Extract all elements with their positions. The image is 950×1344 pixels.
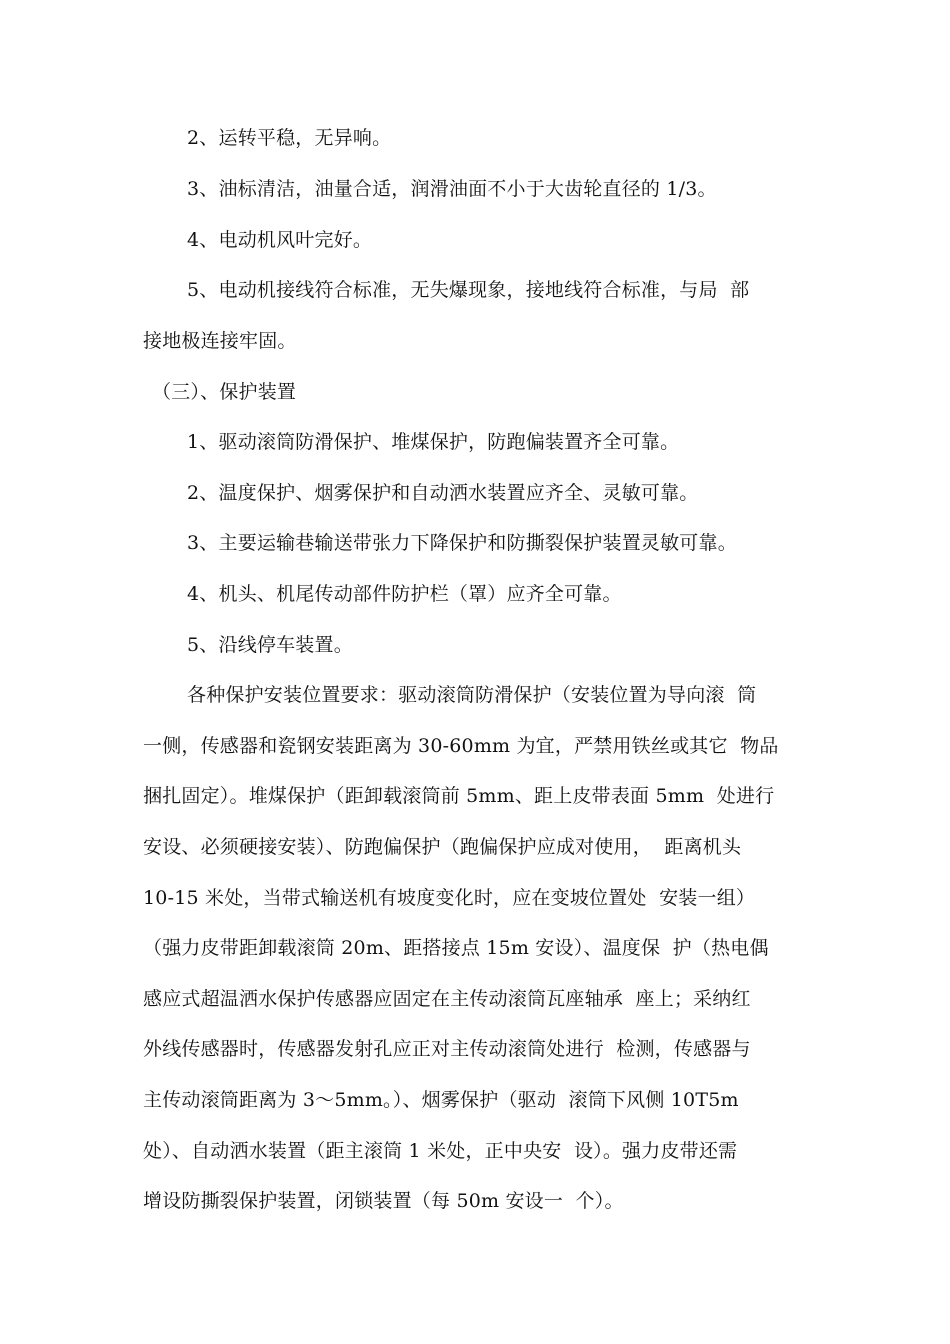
paragraph-line: 增设防撕裂保护装置，闭锁装置（每 50m 安设一 个）。: [143, 1190, 624, 1212]
paragraph-line: 2、运转平稳，无异响。: [187, 127, 392, 149]
paragraph-line: （强力皮带距卸载滚筒 20m、距搭接点 15m 安设）、温度保 护（热电偶: [143, 937, 769, 959]
paragraph-line: 主传动滚筒距离为 3〜5mm。）、烟雾保护（驱动 滚筒下风侧 10T5m: [143, 1089, 739, 1111]
paragraph-line: 外线传感器时，传感器发射孔应正对主传动滚筒处进行 检测，传感器与: [143, 1038, 751, 1060]
paragraph-line: 捆扎固定）。堆煤保护（距卸载滚筒前 5mm、距上皮带表面 5mm 处进行: [143, 785, 775, 807]
paragraph-line: 10-15 米处，当带式输送机有坡度变化时，应在变坡位置处 安装一组）: [143, 887, 756, 909]
paragraph-line: 各种保护安装位置要求：驱动滚筒防滑保护（安装位置为导向滚 筒: [187, 684, 757, 706]
paragraph-line: 1、驱动滚筒防滑保护、堆煤保护，防跑偏装置齐全可靠。: [187, 431, 680, 453]
paragraph-line: 接地极连接牢固。: [143, 330, 297, 352]
paragraph-line: 一侧，传感器和瓷钢安装距离为 30-60mm 为宜，严禁用铁丝或其它 物品: [143, 735, 779, 757]
paragraph-line: 3、主要运输巷输送带张力下降保护和防撕裂保护装置灵敏可靠。: [187, 532, 737, 554]
paragraph-line: 5、沿线停车装置。: [187, 634, 353, 656]
section-heading: （三）、保护装置: [152, 381, 297, 403]
paragraph-line: 4、电动机风叶完好。: [187, 229, 373, 251]
paragraph-line: 安设、必须硬接安装）、防跑偏保护（跑偏保护应成对使用， 距离机头: [143, 836, 742, 858]
paragraph-line: 4、机头、机尾传动部件防护栏（罩）应齐全可靠。: [187, 583, 622, 605]
paragraph-line: 感应式超温洒水保护传感器应固定在主传动滚筒瓦座轴承 座上；采纳红: [143, 988, 751, 1010]
paragraph-line: 处）、自动洒水装置（距主滚筒 1 米处，正中央安 设）。强力皮带还需: [143, 1140, 738, 1162]
paragraph-line: 5、电动机接线符合标准，无失爆现象，接地线符合标准，与局 部: [187, 279, 750, 301]
paragraph-line: 2、温度保护、烟雾保护和自动洒水装置应齐全、灵敏可靠。: [187, 482, 699, 504]
paragraph-line: 3、油标清洁，油量合适，润滑油面不小于大齿轮直径的 1/3。: [187, 178, 717, 200]
